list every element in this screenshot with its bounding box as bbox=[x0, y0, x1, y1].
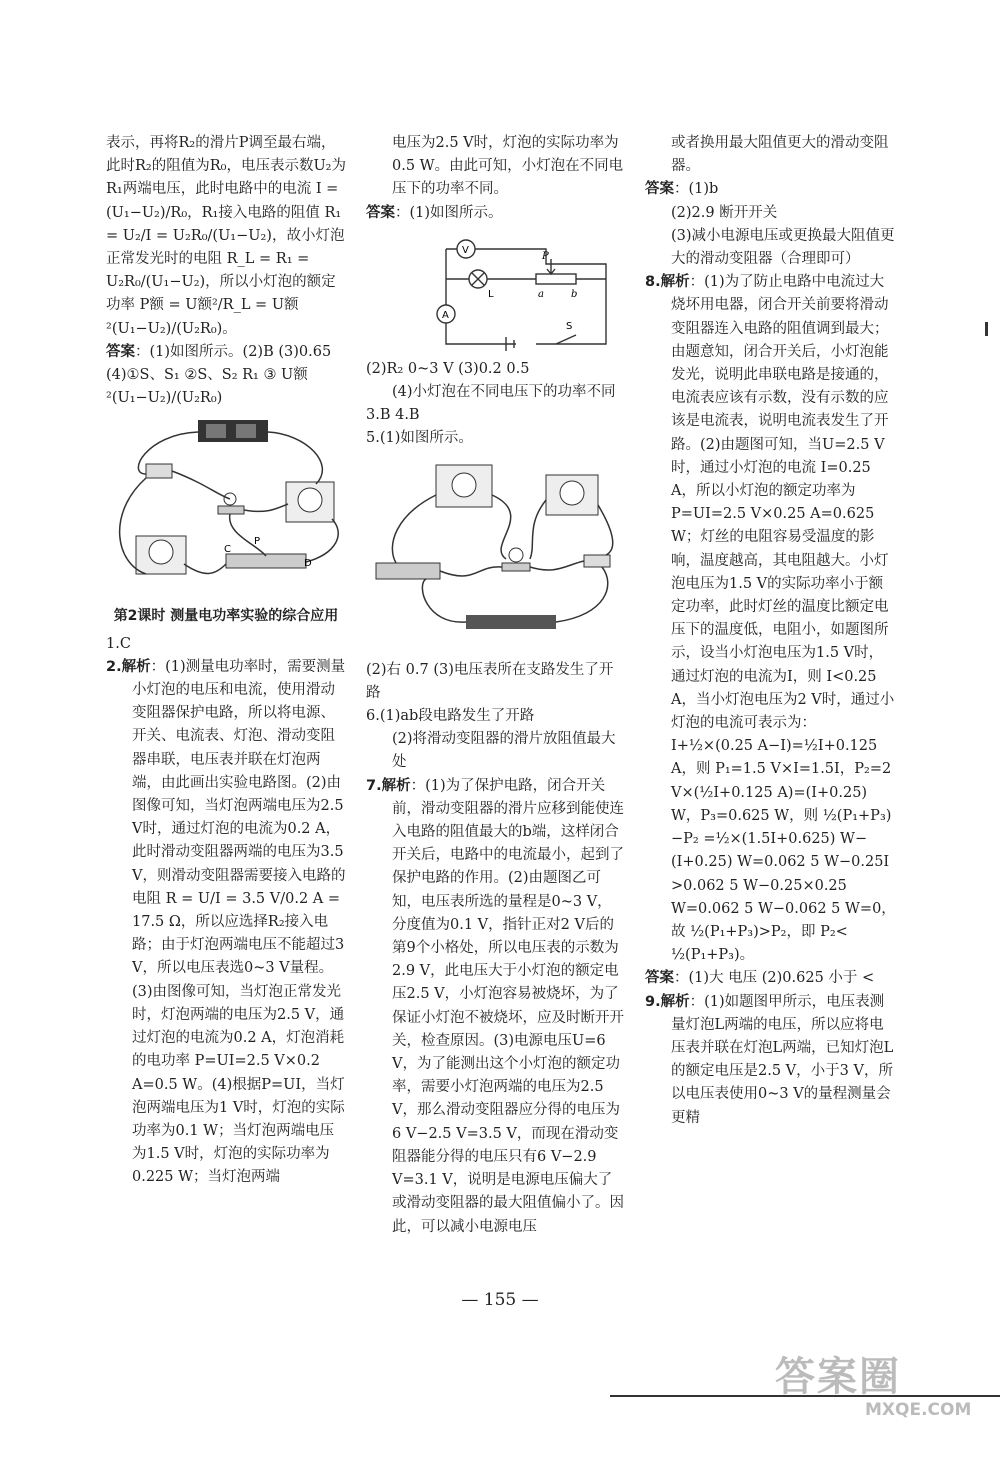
q3-4-answers: 3.B 4.B bbox=[366, 407, 420, 424]
q9-label: 9.解析 bbox=[645, 993, 690, 1010]
q1-answer: 1.C bbox=[106, 635, 131, 652]
column-2 bbox=[366, 132, 624, 1239]
wiring-diagram-1 bbox=[106, 414, 346, 599]
answer-label-3: 答案 bbox=[645, 181, 674, 198]
circuit-label-v: V bbox=[462, 244, 469, 256]
q8-label: 8.解析 bbox=[645, 274, 690, 291]
q2-analysis bbox=[106, 656, 346, 1190]
col1-answer bbox=[106, 341, 346, 411]
circuit-label-p: P bbox=[542, 250, 549, 262]
q2-label: 2.解析 bbox=[106, 658, 151, 675]
answer-text-3: ：(1)b bbox=[674, 181, 719, 198]
q5-part2: (2)右 0.7 (3)电压表所在支路发生了开路 bbox=[366, 661, 614, 701]
col2-answer bbox=[366, 202, 624, 225]
q8-answer bbox=[645, 967, 897, 990]
col3-ans3: (3)减小电源电压或更换最大阻值更大的滑动变阻器（合理即可） bbox=[671, 227, 895, 268]
answer-label: 答案 bbox=[106, 343, 135, 360]
circuit-label-a: A bbox=[442, 309, 449, 321]
page-number: — 155 — bbox=[461, 1290, 539, 1310]
col3-paragraph: 或者换用最大阻值更大的滑动变阻器。 bbox=[671, 135, 889, 175]
col3-ans2: (2)2.9 断开开关 bbox=[671, 204, 778, 221]
circuit-label-b-end: b bbox=[571, 288, 578, 300]
answer-text-2: ：(1)如图所示。 bbox=[395, 204, 503, 221]
margin-mark bbox=[985, 322, 988, 336]
q7-text: ：(1)为了保护电路，闭合开关前，滑动变阻器的滑片应移到能使连入电路的阻值最大的b端，这样闭合开关后，电路中的电流最小，起到了保护电路的作用。(2)由题图乙可知，电压表所选的量程是0~3 V，分度值为0.1 V，指针正对2 V后的第9个小格处，所以电压表的示数为2.9 V，此电压大于小灯泡的额定电压2.5 V，小灯泡容易被烧坏，为了保证小灯泡不被烧坏，应及时断开开关，检查原因。(3)电源电压U=6 V，为了能测出这个小灯泡的额定功率，需要小灯泡两端的电压为2.5 V，那么滑动变阻器应分得的电压为6 V−2.5 V=3.5 V，而现在滑动变阻器能分得的电压只有6 V−2.9 V=3.1 V，说明是电源电压偏大了或滑动变阻器的最大阻值偏小了。因此，可以减小电源电压 bbox=[392, 777, 624, 1235]
column-3 bbox=[645, 132, 897, 1130]
q6-part1: 6.(1)ab段电路发生了开路 bbox=[366, 708, 535, 725]
circuit-label-l: L bbox=[488, 288, 494, 300]
wiring-diagram-2 bbox=[366, 455, 624, 655]
svg-text:P: P bbox=[254, 536, 261, 548]
watermark-logo: 答案圈 bbox=[775, 1354, 901, 1400]
col1-paragraph: 表示，再将R₂的滑片P调至最右端，此时R₂的阻值为R₀，电压表示数U₂为R₁两端电压，此时电路中的电流 I = (U₁−U₂)/R₀，R₁接入电路的阻值 R₁ = U₂/I = U₂R₀/(U₁−U₂)，故小灯泡正常发光时的电阻 R_L = R₁ = U₂R₀/(U₁−U₂)，所以小灯泡的额定功率 P额 = U额²/R_L = U额²(U₁−U₂)/(U₂R₀)。 bbox=[106, 135, 346, 337]
svg-text:C: C bbox=[224, 544, 231, 556]
lesson-title: 第2课时 测量电功率实验的综合应用 bbox=[113, 608, 339, 625]
q9-analysis bbox=[645, 991, 897, 1130]
col2-paragraph: 电压为2.5 V时，灯泡的实际功率为0.5 W。由此可知，小灯泡在不同电压下的功率不同。 bbox=[392, 135, 624, 198]
q8-analysis bbox=[645, 271, 897, 967]
q2-text: ：(1)测量电功率时，需要测量小灯泡的电压和电流，使用滑动变阻器保护电路，所以将电源、开关、电流表、灯泡、滑动变阻器串联，电压表并联在灯泡两端，由此画出实验电路图。(2)由图像可知，当灯泡两端电压为2.5 V时，通过灯泡的电流为0.2 A，此时滑动变阻器两端的电压为3.5 V，则滑动变阻器需要接入电路的电阻 R = U/I = 3.5 V/0.2 A = 17.5 Ω，所以应选择R₂接入电路；由于灯泡两端电压不能超过3 V，所以电压表选0~3 V量程。(3)由图像可知，当灯泡正常发光时，灯泡两端的电压为2.5 V，通过灯泡的电流为0.2 A，灯泡消耗的电功率 P=UI=2.5 V×0.2 A=0.5 W。(4)根据P=UI，当灯泡两端电压为1 V时，灯泡的实际功率为0.1 W；当灯泡两端电压为1.5 V时，灯泡的实际功率为0.225 W；当灯泡两端 bbox=[132, 658, 346, 1186]
q7-analysis bbox=[366, 775, 624, 1239]
q9-text: ：(1)如题图甲所示，电压表测量灯泡L两端的电压，所以应将电压表并联在灯泡L两端，已知灯泡L的额定电压是2.5 V，小于3 V，所以电压表使用0~3 V的量程测量会更精 bbox=[671, 993, 894, 1126]
circuit-label-s: S bbox=[566, 320, 573, 332]
answer-text-8: ：(1)大 电压 (2)0.625 小于 < bbox=[674, 970, 875, 987]
q8-text: ：(1)为了防止电路中电流过大烧坏用电器，闭合开关前要将滑动变阻器连入电路的阻值调到最大；由题意知，闭合开关后，小灯泡能发光，说明此串联电路是接通的，电流表应该有示数，没有示数的应该是电流表，说明电流表发生了开路。(2)由题图可知，当U=2.5 V时，通过小灯泡的电流 I=0.25 A，所以小灯泡的额定功率为 P=UI=2.5 V×0.25 A=0.625 W；灯丝的电阻容易受温度的影响，温度越高，其电阻越大。小灯泡电压为1.5 V的实际功率小于额定功率，此时灯丝的温度比额定电压下的温度低，电阻小，如题图所示，设当小灯泡电压为1.5 V时，通过灯泡的电流为I，则 I<0.25 A，当小灯泡电压为2 V时，通过小灯泡的电流可表示为：I+½×(0.25 A−I)=½I+0.125 A，则 P₁=1.5 V×I=1.5I，P₂=2 V×(½I+0.125 A)=(I+0.25) W，P₃=0.625 W，则 ½(P₁+P₃)−P₂ =½×(1.5I+0.625) W−(I+0.25) W=0.062 5 W−0.25I >0.062 5 W−0.25×0.25 W=0.062 5 W−0.062 5 W=0，故 ½(P₁+P₃)>P₂，即 P₂< ½(P₁+P₃)。 bbox=[671, 274, 896, 964]
circuit-label-a-end: a bbox=[538, 288, 544, 300]
answer-text: ：(1)如图所示。(2)B (3)0.65 (4)①S、S₁ ②S、S₂ R₁ ③ U额²(U₁−U₂)/(U₂R₀) bbox=[106, 343, 332, 407]
q5-answer: 5.(1)如图所示。 bbox=[366, 430, 473, 447]
answer-label-2: 答案 bbox=[366, 204, 395, 221]
answer-label-8: 答案 bbox=[645, 970, 674, 987]
col2-ans2: (2)R₂ 0~3 V (3)0.2 0.5 bbox=[366, 360, 530, 377]
col3-answer bbox=[645, 178, 897, 201]
svg-text:D: D bbox=[304, 558, 312, 570]
q6-part2: (2)将滑动变阻器的滑片放阻值最大处 bbox=[392, 731, 616, 771]
column-1 bbox=[106, 132, 346, 1190]
watermark-url: MXQE.COM bbox=[865, 1400, 972, 1420]
col2-ans3: (4)小灯泡在不同电压下的功率不同 bbox=[392, 384, 616, 401]
q7-label: 7.解析 bbox=[366, 777, 411, 794]
